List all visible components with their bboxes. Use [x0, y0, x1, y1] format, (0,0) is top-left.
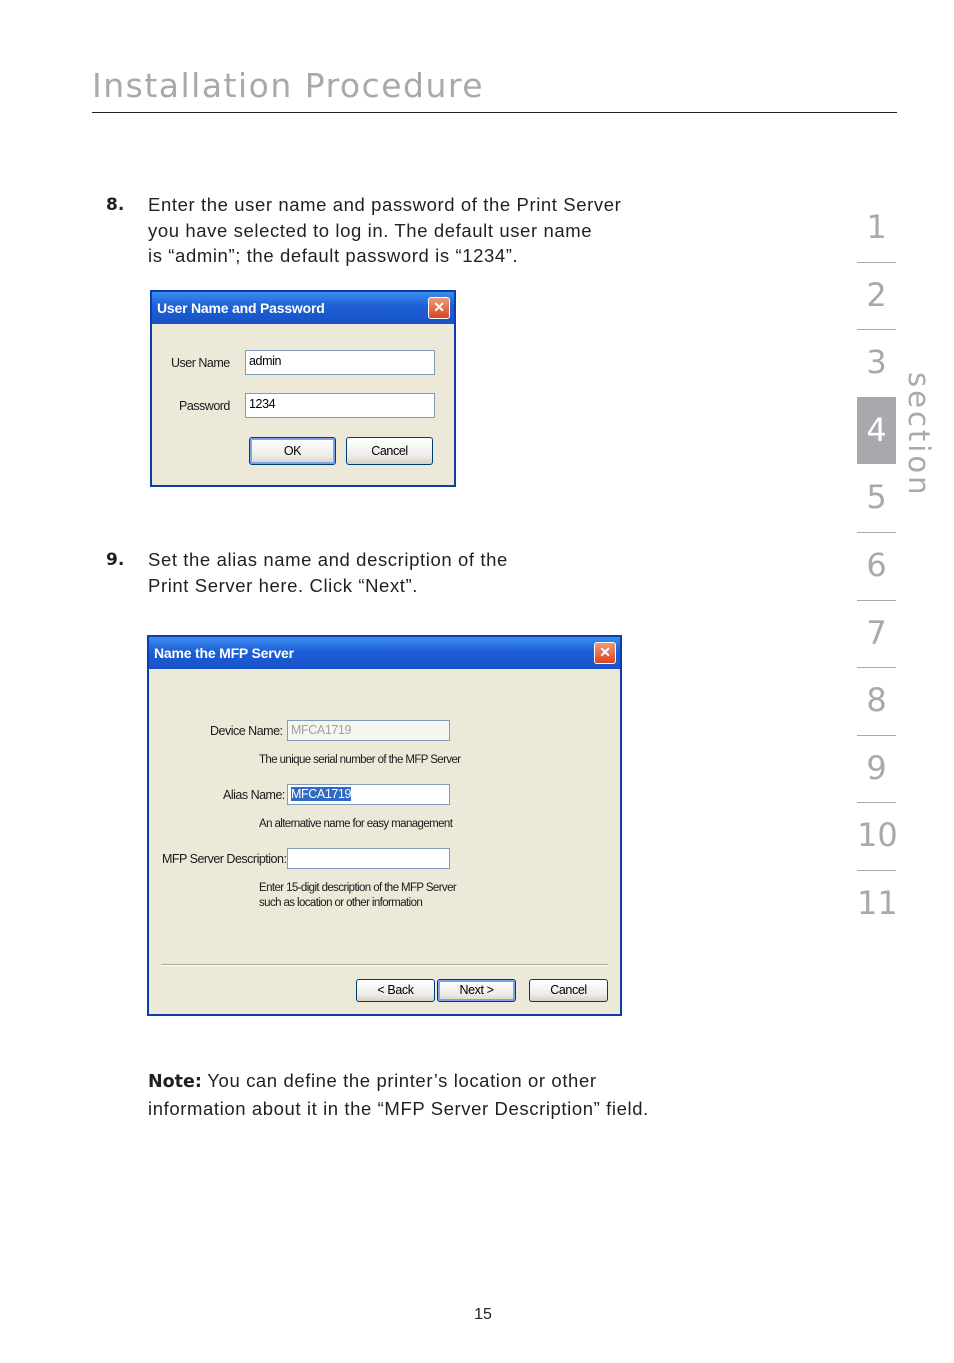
step-8-line-3: is “admin”; the default password is “1234”.: [148, 245, 519, 266]
back-button[interactable]: < Back: [356, 979, 435, 1002]
device-name-field: MFCA1719: [287, 720, 450, 741]
page-number: 15: [474, 1306, 492, 1323]
section-7[interactable]: 7: [857, 600, 896, 668]
device-name-label: Device Name:: [210, 724, 283, 738]
step-9-text: [148, 547, 508, 598]
ok-button[interactable]: OK: [249, 437, 336, 465]
mfp-dialog-titlebar: [149, 637, 620, 669]
dialog-separator: [161, 964, 608, 966]
section-4-active[interactable]: 4: [857, 397, 896, 465]
title-divider: [92, 112, 897, 113]
description-input[interactable]: [287, 848, 450, 869]
section-3[interactable]: 3: [857, 329, 896, 397]
section-5[interactable]: 5: [866, 478, 887, 517]
login-dialog-titlebar: [152, 292, 454, 324]
login-dialog-title: User Name and Password: [157, 300, 325, 316]
alias-name-input[interactable]: [287, 784, 450, 805]
section-nav: [857, 194, 896, 938]
section-11[interactable]: 11: [857, 870, 896, 938]
cancel-button[interactable]: Cancel: [529, 979, 608, 1002]
step-8-line-1: Enter the user name and password of the Print Server: [148, 194, 622, 215]
user-name-label: User Name: [171, 356, 230, 370]
section-2[interactable]: 2: [857, 262, 896, 330]
description-hint-line-2: such as location or other information: [259, 897, 423, 909]
step-8-line-2: you have selected to log in. The default user name: [148, 219, 593, 241]
step-8-number: 8.: [106, 195, 125, 215]
step-9-line-2: Print Server here. Click “Next”.: [148, 574, 419, 596]
page-title: Installation Procedure: [92, 66, 485, 105]
step-9-number: 9.: [106, 550, 125, 570]
section-6[interactable]: 6: [857, 532, 896, 600]
alias-name-hint: An alternative name for easy management: [259, 818, 453, 830]
device-name-hint: The unique serial number of the MFP Server: [259, 754, 461, 766]
password-input[interactable]: 1234: [245, 393, 435, 418]
description-hint: [259, 881, 456, 911]
step-9-line-1: Set the alias name and description of the: [148, 549, 508, 570]
alias-name-selected-text: MFCA1719: [291, 787, 352, 801]
password-label: Password: [179, 399, 230, 413]
step-8-text: [148, 192, 621, 269]
cancel-button[interactable]: Cancel: [346, 437, 433, 465]
close-icon[interactable]: ✕: [428, 297, 450, 319]
login-dialog: [150, 290, 456, 487]
user-name-input[interactable]: admin: [245, 350, 435, 375]
section-1[interactable]: 1: [866, 208, 887, 246]
description-hint-line-1: Enter 15-digit description of the MFP Server: [259, 882, 457, 894]
note-text-1: You can define the printer’s location or other: [201, 1070, 597, 1091]
note-label: Note:: [148, 1072, 202, 1092]
description-label: MFP Server Description:: [162, 852, 287, 866]
section-label: section: [902, 372, 936, 498]
alias-name-label: Alias Name:: [223, 788, 285, 802]
section-9[interactable]: 9: [857, 735, 896, 803]
note: [148, 1068, 649, 1121]
close-icon[interactable]: ✕: [594, 642, 616, 664]
note-line-2: information about it in the “MFP Server Description” field.: [148, 1097, 649, 1119]
next-button[interactable]: Next >: [437, 979, 516, 1002]
mfp-server-dialog: [147, 635, 622, 1016]
section-8[interactable]: 8: [857, 667, 896, 735]
mfp-dialog-title: Name the MFP Server: [154, 645, 294, 661]
note-line-1: [148, 1068, 649, 1096]
section-10[interactable]: 10: [857, 802, 896, 870]
